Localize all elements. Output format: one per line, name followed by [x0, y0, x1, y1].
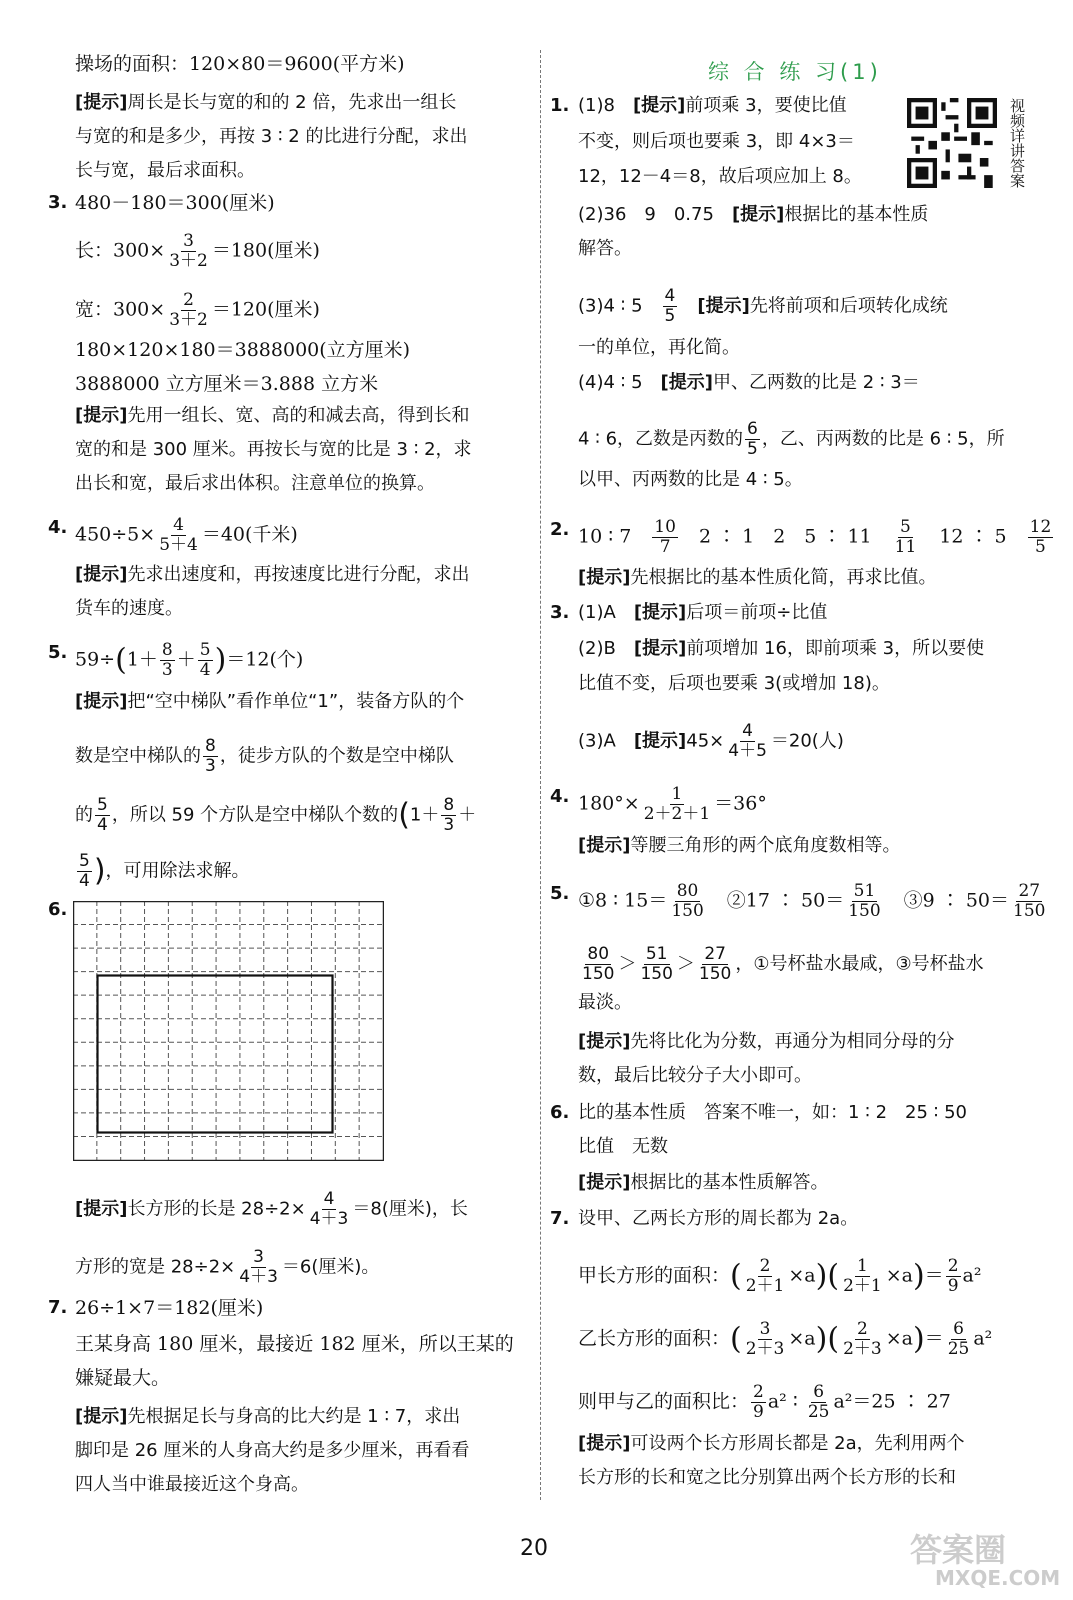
- text-line: $\frac{5}{4}$ )，可用除法求解。: [79, 851, 250, 891]
- fraction: $\frac{27}{150}$: [1013, 881, 1046, 921]
- hint-line: [提示]先根据足长与身高的比大约是 1 ∶ 7，求出: [75, 1406, 461, 1427]
- hint-line: [提示]可设两个长方形周长都是 2a，先利用两个: [578, 1433, 965, 1454]
- fraction: $\frac{2}{9}$: [753, 1382, 764, 1422]
- hint-line: [提示]先求出速度和，再按速度比进行分配，求出: [75, 564, 470, 585]
- equation-line: ①8 ∶ 15＝ $\frac{80}{150}$ ②17 ∶ 50＝ $\frac{51}{150}$ ③9 ∶ 50＝ $\frac{27}{150}$: [578, 881, 1046, 921]
- text-line: 3888000 立方厘米＝3.888 立方米: [75, 373, 379, 395]
- fraction: $\frac{3}{2+3}$: [745, 1319, 785, 1359]
- fraction: $\frac{80}{150}$: [582, 944, 615, 984]
- text-line: 4 ∶ 6，乙数是丙数的 $\frac{6}{5}$ ，乙、丙两数的比是 6 ∶ 5，所: [578, 419, 1005, 459]
- text-line: 比的基本性质 答案不唯一，如：1 ∶ 2 25 ∶ 50: [578, 1102, 967, 1123]
- text-line: 不变，则后项也要乘 3，即 4×3＝: [578, 131, 855, 152]
- hint-line: [提示]长方形的长是 28÷2× $\frac{4}{4+3}$ ＝8(厘米)，长: [75, 1189, 468, 1229]
- question-number: 1.: [550, 95, 570, 116]
- fraction: $\frac{80}{150}$: [671, 881, 704, 921]
- equation-line: 乙长方形的面积：( $\frac{3}{2+3}$ ×a)( $\frac{2}{2+3}$ ×a)＝ $\frac{6}{25}$ a²: [578, 1319, 993, 1359]
- hint-line: (3)A [提示]45× $\frac{4}{4+5}$ ＝20(人): [578, 721, 844, 761]
- hint-line: [提示]先将比化为分数，再通分为相同分母的分: [578, 1031, 955, 1052]
- hint-line: [提示]根据比的基本性质解答。: [578, 1172, 829, 1193]
- qr-code-icon[interactable]: [905, 98, 999, 188]
- answer-line: 10 ∶ 7 $\frac{10}{7}$ 2 ∶ 1 2 5 ∶ 11 $\frac{5}{11}$ 12 ∶ 5 $\frac{12}{5}$: [578, 517, 1052, 557]
- page-number: 20: [520, 1536, 548, 1561]
- fraction: $\frac{12}{5}$: [1029, 517, 1052, 557]
- fraction: $\frac{6}{25}$: [807, 1382, 830, 1422]
- equation-line: 长：300× $\frac{3}{3+2}$ ＝180(厘米): [75, 231, 320, 271]
- hint-line: [提示]先根据比的基本性质化简，再求比值。: [578, 567, 937, 588]
- question-number: 5.: [48, 642, 68, 663]
- text-line: 以甲、丙两数的比是 4 ∶ 5。: [578, 469, 803, 490]
- text-line: 设甲、乙两长方形的周长都为 2a。: [578, 1208, 859, 1229]
- question-number: 7.: [48, 1297, 68, 1318]
- equation-line: 宽：300× $\frac{2}{3+2}$ ＝120(厘米): [75, 290, 320, 330]
- text-line: 最淡。: [578, 992, 632, 1013]
- rectangle-shape: [98, 976, 333, 1133]
- fraction: $\frac{6}{25}$: [947, 1319, 970, 1359]
- text-line: 比值不变，后项也要乘 3(或增加 18)。: [578, 673, 890, 694]
- question-number: 3.: [48, 192, 68, 213]
- question-number: 4.: [48, 517, 68, 538]
- text-line: 王某身高 180 厘米，最接近 182 厘米，所以王某的: [75, 1333, 514, 1355]
- question-number: 6.: [550, 1102, 570, 1123]
- text-line: 比值 无数: [578, 1136, 668, 1157]
- equation-line: 180°× $\frac{1}{2+2+1}$ ＝36°: [578, 784, 767, 824]
- text-line: 的 $\frac{5}{4}$ ，所以 59 个方队是空中梯队个数的(1＋ $\frac{8}{3}$ ＋: [75, 795, 477, 835]
- hint-line: [提示]把“空中梯队”看作单位“1”，装备方队的个: [75, 691, 465, 712]
- text-line: 26÷1×7＝182(厘米): [75, 1297, 264, 1319]
- grid-figure: [73, 901, 384, 1161]
- fraction: $\frac{2}{2+1}$: [745, 1256, 785, 1296]
- fraction: $\frac{3}{4+3}$: [239, 1247, 278, 1287]
- question-number: 6.: [48, 899, 68, 920]
- text-line: 操场的面积：120×80＝9600(平方米): [75, 53, 405, 75]
- question-number: 2.: [550, 519, 570, 540]
- watermark-url: MXQE.COM: [935, 1566, 1061, 1590]
- text-line: 数是空中梯队的 $\frac{8}{3}$ ，徒步方队的个数是空中梯队: [75, 736, 454, 776]
- fraction: $\frac{2}{3+2}$: [169, 290, 208, 330]
- text-line: 与宽的和是多少，再按 3 ∶ 2 的比进行分配，求出: [75, 126, 468, 147]
- question-number: 7.: [550, 1208, 570, 1229]
- text-line: 一的单位，再化简。: [578, 337, 740, 358]
- hint-line: (1)A [提示]后项＝前项÷比值: [578, 602, 828, 623]
- hint-line: [提示]等腰三角形的两个底角度数相等。: [578, 835, 901, 856]
- text-line: 脚印是 26 厘米的人身高大约是多少厘米，再看看: [75, 1440, 470, 1461]
- hint-line: (4)4 ∶ 5 [提示]甲、乙两数的比是 2 ∶ 3＝: [578, 372, 920, 393]
- fraction: $\frac{10}{7}$: [654, 517, 676, 557]
- hint-line: (3)4 ∶ 5 $\frac{4}{5}$ [提示]先将前项和后项转化成统: [578, 286, 948, 326]
- text-line: 方形的宽是 28÷2× $\frac{3}{4+3}$ ＝6(厘米)。: [75, 1247, 380, 1287]
- equation-line: 450÷5× $\frac{4}{5+4}$ ＝40(千米): [75, 515, 298, 555]
- question-number: 3.: [550, 602, 570, 623]
- text-line: 长方形的长和宽之比分别算出两个长方形的长和: [578, 1467, 956, 1488]
- fraction: $\frac{6}{5}$: [747, 419, 758, 459]
- text-line: 480－180＝300(厘米): [75, 192, 275, 214]
- fraction: $\frac{8}{3}$: [205, 736, 216, 776]
- text-line: 出长和宽，最后求出体积。注意单位的换算。: [75, 473, 435, 494]
- hint-line: [提示]周长是长与宽的和的 2 倍，先求出一组长: [75, 92, 457, 113]
- question-number: 4.: [550, 786, 570, 807]
- question-number: 5.: [550, 883, 570, 904]
- hint-line: (1)8 [提示]前项乘 3，要使比值: [578, 95, 847, 116]
- fraction: $\frac{1}{2+2+1}$: [643, 784, 711, 824]
- fraction: $\frac{51}{150}$: [640, 944, 673, 984]
- watermark-logo: 答案圈: [910, 1531, 1007, 1569]
- fraction: $\frac{1}{2+1}$: [843, 1256, 882, 1296]
- fraction: $\frac{8}{3}$: [443, 795, 455, 835]
- qr-label: 视频详讲答案: [1008, 98, 1026, 188]
- fraction: $\frac{8}{3}$: [161, 640, 173, 680]
- fraction: $\frac{3}{3+2}$: [169, 231, 208, 271]
- fraction: $\frac{5}{4}$: [97, 795, 108, 835]
- fraction: $\frac{4}{4+3}$: [309, 1189, 349, 1229]
- hint-line: (2)B [提示]前项增加 16，即前项乘 3，所以要使: [578, 638, 985, 659]
- equation-line: 59÷(1＋ $\frac{8}{3}$ ＋ $\frac{5}{4}$ )＝12(个): [75, 640, 304, 680]
- fraction: $\frac{5}{4}$: [199, 640, 211, 680]
- text-line: 12，12－4＝8，故后项应加上 8。: [578, 166, 862, 187]
- hint-line: (2)36 9 0.75 [提示]根据比的基本性质: [578, 204, 929, 225]
- fraction: $\frac{4}{5}$: [664, 286, 676, 326]
- fraction: $\frac{51}{150}$: [848, 881, 881, 921]
- column-divider: [540, 50, 541, 1500]
- text-line: 宽的和是 300 厘米。再按长与宽的比是 3 ∶ 2，求: [75, 439, 472, 460]
- text-line: 180×120×180＝3888000(立方厘米): [75, 339, 411, 361]
- text-line: 数，最后比较分子大小即可。: [578, 1065, 812, 1086]
- text-line: 长与宽，最后求面积。: [75, 160, 255, 181]
- text-line: $\frac{80}{150}$ ＞ $\frac{51}{150}$ ＞ $\frac{27}{150}$ ，①号杯盐水最咸，③号杯盐水: [582, 944, 984, 984]
- text-line: 解答。: [578, 238, 632, 259]
- fraction: $\frac{5}{11}$: [894, 517, 917, 557]
- text-line: 嫌疑最大。: [75, 1367, 171, 1389]
- text-line: 四人当中谁最接近这个身高。: [75, 1474, 309, 1495]
- fraction: $\frac{27}{150}$: [698, 944, 732, 984]
- fraction: $\frac{4}{5+4}$: [159, 515, 198, 555]
- hint-line: [提示]先用一组长、宽、高的和减去高，得到长和: [75, 405, 470, 426]
- equation-line: 甲长方形的面积：( $\frac{2}{2+1}$ ×a)( $\frac{1}{2+1}$ ×a)＝ $\frac{2}{9}$ a²: [578, 1256, 982, 1296]
- equation-line: 则甲与乙的面积比： $\frac{2}{9}$ a² ∶ $\frac{6}{25}$ a²＝25 ∶ 27: [578, 1382, 951, 1422]
- fraction: $\frac{5}{4}$: [79, 851, 90, 891]
- fraction: $\frac{2}{9}$: [947, 1256, 959, 1296]
- fraction: $\frac{4}{4+5}$: [728, 721, 767, 761]
- fraction: $\frac{2}{2+3}$: [843, 1319, 882, 1359]
- text-line: 货车的速度。: [75, 598, 183, 619]
- section-title: 综 合 练 习(1): [708, 60, 882, 84]
